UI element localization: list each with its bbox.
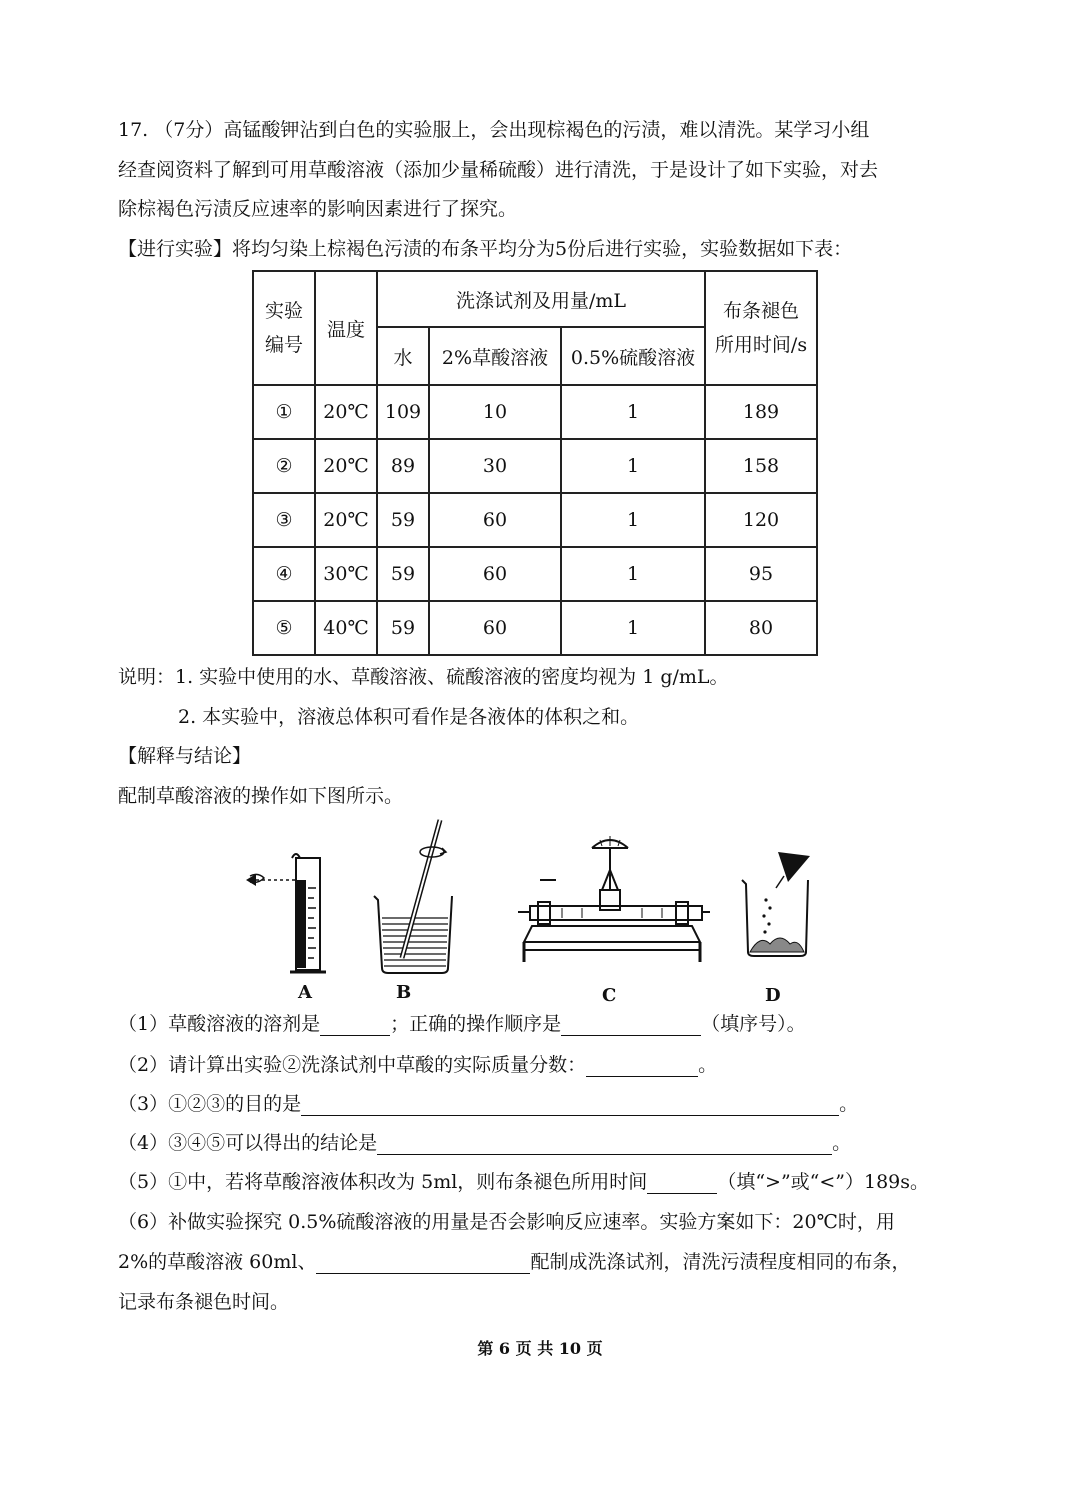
beaker-stirring-figure <box>368 818 458 978</box>
beaker-powder-figure <box>736 848 816 968</box>
figure-label-c: C <box>602 985 617 1006</box>
figure-label-a: A <box>298 982 312 1003</box>
answer-blank-5[interactable] <box>647 1173 717 1194</box>
question-line-3: 除棕褐色污渍反应速率的影响因素进行了探究。 <box>118 198 518 220</box>
graduated-cylinder-figure <box>236 838 336 978</box>
answer-blank-3[interactable] <box>301 1095 839 1116</box>
header-water: 水 <box>377 327 429 385</box>
subquestion-1: （1）草酸溶液的溶剂是 ；正确的操作顺序是 （填序号）。 <box>118 1013 806 1035</box>
subquestion-4: （4）③④⑤可以得出的结论是 。 <box>118 1132 852 1154</box>
balance-scale-figure <box>512 830 712 970</box>
subquestion-6-line-2: 2%的草酸溶液 60ml、 配制成洗涤试剂，清洗污渍程度相同的布条， <box>118 1251 911 1273</box>
note-1: 说明：1. 实验中使用的水、草酸溶液、硫酸溶液的密度均视为 1 g/mL。 <box>118 666 729 688</box>
conclusion-intro: 配制草酸溶液的操作如下图所示。 <box>118 785 404 807</box>
question-line-2: 经查阅资料了解到可用草酸溶液（添加少量稀硫酸）进行清洗，于是设计了如下实验，对去 <box>118 159 879 181</box>
experiment-heading: 【进行实验】将均匀染上棕褐色污渍的布条平均分为5份后进行实验，实验数据如下表： <box>118 238 853 260</box>
table-row: ① 20℃ 109 10 1 189 <box>253 385 817 439</box>
table-row: ⑤ 40℃ 59 60 1 80 <box>253 601 817 655</box>
conclusion-heading: 【解释与结论】 <box>118 745 252 767</box>
note-2: 2. 本实验中，溶液总体积可看作是各液体的体积之和。 <box>178 706 640 728</box>
page-number: 第 6 页 共 10 页 <box>477 1339 603 1358</box>
header-temperature: 温度 <box>315 271 377 385</box>
table-row: ② 20℃ 89 30 1 158 <box>253 439 817 493</box>
header-reagent: 洗涤试剂及用量/mL <box>377 271 705 327</box>
subquestion-2: （2）请计算出实验②洗涤试剂中草酸的实际质量分数： 。 <box>118 1054 718 1076</box>
header-number: 实验 编号 <box>253 271 315 385</box>
header-sulfuric: 0.5%硫酸溶液 <box>561 327 705 385</box>
header-oxalic: 2%草酸溶液 <box>429 327 561 385</box>
figure-label-b: B <box>396 982 412 1003</box>
subquestion-6-line-3: 记录布条褪色时间。 <box>118 1291 290 1313</box>
question-line-1: 17. （7分）高锰酸钾沾到白色的实验服上，会出现棕褐色的污渍，难以清洗。某学习小组 <box>118 119 870 141</box>
table-row: ④ 30℃ 59 60 1 95 <box>253 547 817 601</box>
table-row: ③ 20℃ 59 60 1 120 <box>253 493 817 547</box>
answer-blank-4[interactable] <box>377 1134 832 1155</box>
answer-blank-1b[interactable] <box>561 1015 701 1036</box>
figure-label-d: D <box>765 985 781 1006</box>
answer-blank-6[interactable] <box>316 1253 530 1274</box>
answer-blank-2[interactable] <box>586 1056 698 1077</box>
subquestion-6-line-1: （6）补做实验探究 0.5%硫酸溶液的用量是否会影响反应速率。实验方案如下：20℃时，用 <box>118 1211 895 1233</box>
subquestion-3: （3）①②③的目的是 。 <box>118 1093 859 1115</box>
subquestion-5: （5）①中，若将草酸溶液体积改为 5ml，则布条褪色所用时间 （填“>”或“<”）189s。 <box>118 1171 930 1193</box>
header-time: 布条褪色 所用时间/s <box>705 271 817 385</box>
experiment-table <box>252 270 818 656</box>
answer-blank-1a[interactable] <box>320 1015 390 1036</box>
